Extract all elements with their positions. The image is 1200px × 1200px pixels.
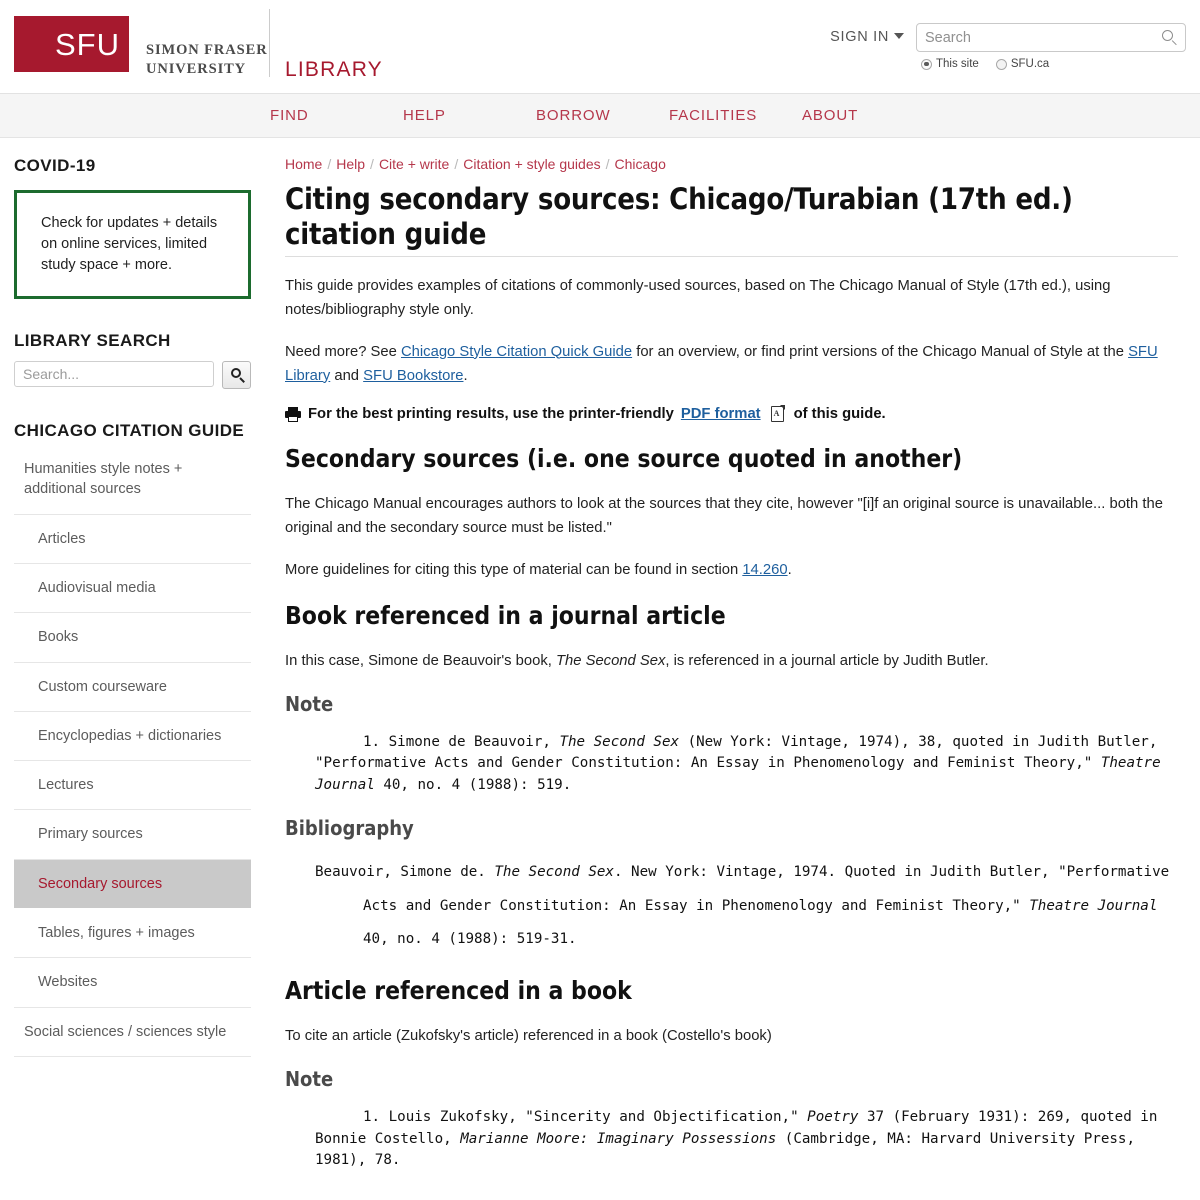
radio-sfu-ca[interactable] [996, 58, 1049, 70]
sidebar-item-tables-figures-images[interactable] [14, 909, 251, 958]
search-scope-radios [916, 58, 1186, 70]
section1-p2-pre: More guidelines for citing this type of material can be found in section [285, 562, 743, 579]
section1-paragraph-2 [285, 559, 1178, 583]
header-divider [269, 9, 270, 77]
sfu-logo[interactable] [14, 16, 268, 79]
nav-item-about[interactable]: ABOUT [802, 107, 859, 124]
library-link[interactable]: LIBRARY [285, 58, 383, 81]
library-search-row [14, 361, 251, 389]
section-heading-article-in-book: Article referenced in a book [285, 976, 632, 1006]
breadcrumb-item-help[interactable]: Help [336, 156, 366, 172]
print-notice [285, 406, 1178, 422]
note1-b: (New York: Vintage, 1974), 38, quoted in Judith Butler, "Performative Acts and Gender Constitution: An Essay in Phenomenology and Feminist Theory," [315, 733, 1158, 772]
sign-in-menu[interactable] [830, 29, 904, 45]
sidebar-item-custom-courseware[interactable] [14, 663, 251, 712]
sidebar-item-label[interactable]: Humanities style notes + additional sources [24, 461, 183, 498]
breadcrumb-item-cite-write[interactable]: Cite + write [378, 156, 450, 172]
note1-title-1: The Second Sex [559, 733, 680, 750]
print-notice-pre: For the best printing results, use the printer-friendly [308, 406, 674, 423]
sidebar-item-label[interactable]: Books [38, 629, 79, 646]
sidebar-item-label[interactable]: Social sciences / sciences style [24, 1023, 227, 1040]
library-search-input[interactable] [14, 361, 214, 387]
note1-c: 40, no. 4 (1988): 519. [374, 776, 572, 793]
radio-sfu-ca-label: SFU.ca [1010, 58, 1050, 70]
section2-intro-a: In this case, Simone de Beauvoir's book, [285, 652, 556, 669]
note2-c: (Cambridge, MA: Harvard University Press, 1981), 78. [315, 1130, 1136, 1169]
radio-this-site-label: This site [936, 58, 979, 70]
nav-item-borrow[interactable]: BORROW [536, 107, 611, 124]
sidebar-item-humanities[interactable] [14, 445, 251, 515]
note2-b: 37 (February 1931): 269, quoted in Bonnie Costello, [315, 1109, 1158, 1147]
radio-this-site-dot [921, 59, 932, 70]
breadcrumb [285, 156, 1178, 172]
sfu-library-link[interactable]: SFU Library [285, 343, 1158, 384]
section-heading-book-in-journal: Book referenced in a journal article [285, 601, 726, 630]
sidebar-item-books[interactable] [14, 613, 251, 662]
section2-intro-title: The Second Sex [555, 652, 666, 669]
radio-this-site[interactable] [921, 58, 979, 70]
note2-title-1: Poetry [807, 1109, 859, 1126]
breadcrumb-item-chicago[interactable]: Chicago [614, 156, 666, 172]
note2-a: 1. Louis Zukofsky, "Sincerity and Objectification," [363, 1109, 808, 1126]
chicago-guide-heading: CHICAGO CITATION GUIDE [14, 421, 245, 441]
sidebar-item-label[interactable]: Primary sources [38, 826, 143, 843]
sidebar-item-articles[interactable] [14, 515, 251, 564]
breadcrumb-item-citation-style-guides[interactable]: Citation + style guides [463, 156, 601, 172]
sidebar-nav [14, 445, 251, 1057]
note-label-1: Note [285, 691, 334, 716]
library-search-button[interactable] [222, 361, 251, 389]
intro-p2-mid: for an overview, or find print versions of the Chicago Manual of Style at the [632, 343, 1129, 360]
covid-alert-text: Check for updates + details on online services, limited study space + more. [41, 215, 218, 274]
intro-paragraph-2 [285, 341, 1178, 389]
bibliography-label-1: Bibliography [285, 816, 414, 841]
sfu-wordmark: SFU [14, 16, 129, 72]
sidebar-item-label[interactable]: Websites [38, 974, 98, 991]
sidebar-item-websites[interactable] [14, 958, 251, 1007]
section1-paragraph-1: The Chicago Manual encourages authors to look at the sources that they cite, however "[i]f an original source is unavailable... both the original and the secondary source must be listed." [285, 496, 1163, 537]
intro-p2-pre: Need more? See [285, 343, 401, 360]
breadcrumb-item-home[interactable]: Home [285, 156, 323, 172]
sidebar-item-social-sciences[interactable] [14, 1008, 251, 1057]
sfu-bookstore-link[interactable]: SFU Bookstore [363, 367, 464, 384]
sidebar-item-label[interactable]: Custom courseware [38, 678, 167, 695]
header-search-box[interactable] [916, 23, 1186, 52]
page-layout [0, 138, 1200, 1192]
sidebar-item-lectures[interactable] [14, 761, 251, 810]
breadcrumb-separator: / [327, 156, 332, 172]
title-divider [285, 256, 1178, 257]
section1-p2-end: . [787, 562, 792, 579]
sidebar-item-label[interactable]: Secondary sources [14, 860, 251, 908]
sidebar-item-audiovisual-media[interactable] [14, 564, 251, 613]
intro-p2-end: . [463, 367, 468, 384]
bibliography-citation-1 [285, 856, 1178, 956]
brand-words [146, 41, 268, 79]
search-input[interactable] [917, 24, 1157, 51]
breadcrumb-separator: / [370, 156, 374, 172]
search-icon[interactable] [1162, 30, 1177, 45]
note2-title-2: Marianne Moore: Imaginary Possessions [460, 1130, 777, 1147]
section-14260-link[interactable]: 14.260 [742, 562, 788, 579]
library-search-heading: LIBRARY SEARCH [14, 331, 171, 351]
breadcrumb-separator: / [454, 156, 459, 172]
site-header [0, 0, 1200, 94]
sidebar-item-encyclopedias[interactable] [14, 712, 251, 761]
chicago-quick-guide-link[interactable]: Chicago Style Citation Quick Guide [400, 343, 633, 360]
intro-paragraph-1: This guide provides examples of citations of commonly-used sources, based on The Chicago Manual of Style (17th ed.), using notes/bibliography style only. [285, 277, 1111, 318]
section-heading-secondary-sources: Secondary sources (i.e. one source quoted in another) [285, 444, 963, 474]
nav-item-find[interactable]: FIND [270, 107, 309, 124]
chevron-down-icon [894, 33, 904, 39]
note-citation-2 [285, 1107, 1178, 1172]
sidebar-item-primary-sources[interactable] [14, 810, 251, 859]
nav-item-facilities[interactable]: FACILITIES [669, 107, 758, 124]
brand-line-1: SIMON FRASER [146, 42, 268, 58]
note-citation-1 [285, 732, 1178, 797]
covid-heading: COVID-19 [14, 156, 96, 175]
sidebar-item-label[interactable]: Audiovisual media [38, 579, 156, 596]
sidebar [0, 138, 265, 1192]
section2-intro-b: , is referenced in a journal article by Judith Butler. [665, 652, 989, 669]
brand-line-2: UNIVERSITY [146, 61, 247, 78]
bib1-title-2: Theatre Journal [1029, 897, 1158, 914]
main-content [265, 138, 1200, 1192]
note1-a: 1. Simone de Beauvoir, [363, 733, 560, 750]
sidebar-item-label[interactable]: Encyclopedias + dictionaries [38, 727, 222, 744]
pdf-file-icon: A [771, 406, 784, 422]
sidebar-item-label[interactable]: Lectures [38, 777, 94, 794]
main-navigation [0, 94, 1200, 138]
sidebar-item-secondary-sources[interactable] [14, 860, 251, 909]
search-icon [231, 368, 245, 382]
section2-intro [285, 650, 1178, 674]
covid-alert-box[interactable] [14, 190, 251, 299]
note-label-2: Note [285, 1067, 334, 1092]
bib1-b: . New York: Vintage, 1974. Quoted in Judith Butler, "Performative Acts and Gender Constitution: An Essay in Phenomenology and Feminist Theory," [363, 864, 1170, 914]
breadcrumb-separator: / [605, 156, 610, 172]
sign-in-label: SIGN IN [830, 29, 889, 45]
radio-sfu-ca-dot [996, 59, 1007, 70]
header-search [916, 23, 1186, 70]
bib1-a: Beauvoir, Simone de. [315, 864, 495, 881]
page-title: Citing secondary sources: Chicago/Turabian (17th ed.) citation guide [285, 182, 1073, 251]
sidebar-item-label[interactable]: Tables, figures + images [38, 925, 195, 942]
note1-title-2: Theatre Journal [315, 755, 1161, 793]
section3-intro: To cite an article (Zukofsky's article) referenced in a book (Costello's book) [285, 1028, 772, 1045]
intro-p2-and: and [330, 367, 364, 384]
sidebar-item-label[interactable]: Articles [38, 530, 86, 547]
pdf-format-link[interactable]: PDF format [680, 406, 761, 423]
nav-item-help[interactable]: HELP [403, 107, 446, 124]
bib1-title-1: The Second Sex [494, 864, 614, 881]
bib1-c: 40, no. 4 (1988): 519-31. [363, 931, 577, 948]
printer-icon [285, 407, 301, 422]
print-notice-post: of this guide. [793, 406, 886, 423]
